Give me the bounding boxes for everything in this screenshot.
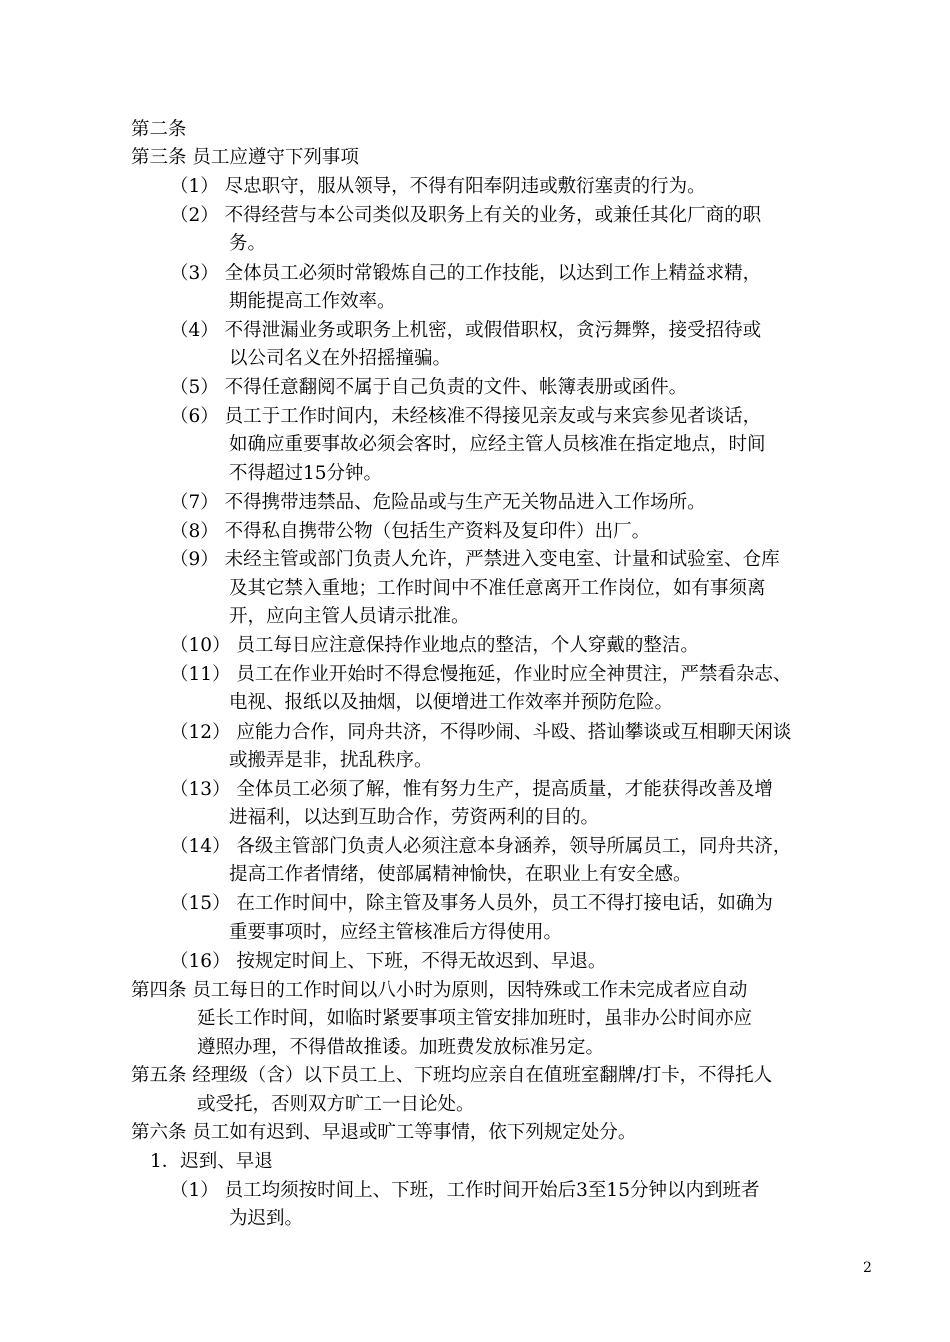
text-line: 第五条 经理级（含）以下员工上、下班均应亲自在值班室翻牌/打卡，不得托人 xyxy=(131,1065,773,1086)
text-line: （13） 全体员工必须了解，惟有努力生产，提高质量，才能获得改善及增 xyxy=(170,779,773,800)
page-number: 2 xyxy=(863,1260,872,1276)
text-line: （12） 应能力合作，同舟共济，不得吵闹、斗殴、搭讪攀谈或互相聊天闲谈 xyxy=(170,722,792,743)
text-line: （14） 各级主管部门负责人必须注意本身涵养，领导所属员工，同舟共济， xyxy=(170,836,792,857)
text-line: 为迟到。 xyxy=(229,1208,304,1229)
text-line: （1） 尽忠职守，服从领导，不得有阳奉阴违或敷衍塞责的行为。 xyxy=(170,176,706,197)
text-line: （3） 全体员工必须时常锻炼自己的工作技能，以达到工作上精益求精， xyxy=(170,263,762,284)
text-line: 第二条 xyxy=(131,119,187,140)
text-line: （5） 不得任意翻阅不属于自己负责的文件、帐簿表册或函件。 xyxy=(170,377,688,398)
text-line: 不得超过15分钟。 xyxy=(229,463,383,484)
text-line: 第六条 员工如有迟到、早退或旷工等事情，依下列规定处分。 xyxy=(131,1122,637,1143)
text-line: 重要事项时，应经主管核准后方得使用。 xyxy=(229,922,563,943)
text-line: 1．迟到、早退 xyxy=(150,1151,273,1172)
text-line: 或搬弄是非，扰乱秩序。 xyxy=(229,750,433,771)
text-line: （8） 不得私自携带公物（包括生产资料及复印件）出厂。 xyxy=(170,521,651,542)
text-line: 如确应重要事故必须会客时，应经主管人员核准在指定地点，时间 xyxy=(229,434,766,455)
text-line: 延长工作时间，如临时紧要事项主管安排加班时，虽非办公时间亦应 xyxy=(197,1008,753,1029)
text-line: 及其它禁入重地；工作时间中不准任意离开工作岗位，如有事须离 xyxy=(229,578,766,599)
text-line: 或受托，否则双方旷工一日论处。 xyxy=(197,1094,475,1115)
text-line: 期能提高工作效率。 xyxy=(229,291,396,312)
text-line: 务。 xyxy=(229,233,267,254)
text-line: 第四条 员工每日的工作时间以八小时为原则，因特殊或工作未完成者应自动 xyxy=(131,980,748,1001)
text-line: （15） 在工作时间中，除主管及事务人员外，员工不得打接电话，如确为 xyxy=(170,893,773,914)
text-line: 提高工作者情绪，使部属精神愉快，在职业上有安全感。 xyxy=(229,864,692,885)
text-line: 开，应向主管人员请示批准。 xyxy=(229,606,470,627)
text-line: 进福利，以达到互助合作，劳资两利的目的。 xyxy=(229,807,600,828)
text-line: （16） 按规定时间上、下班，不得无故迟到、早退。 xyxy=(170,951,607,972)
text-line: （9） 未经主管或部门负责人允许，严禁进入变电室、计量和试验室、仓库 xyxy=(170,549,780,570)
text-line: 遵照办理，不得借故推诿。加班费发放标准另定。 xyxy=(197,1037,605,1058)
text-line: 电视、报纸以及抽烟，以便增进工作效率并预防危险。 xyxy=(229,692,674,713)
text-line: （7） 不得携带违禁品、危险品或与生产无关物品进入工作场所。 xyxy=(170,492,706,513)
text-line: （2） 不得经营与本公司类似及职务上有关的业务，或兼任其化厂商的职 xyxy=(170,205,762,226)
text-line: （11） 员工在作业开始时不得怠慢拖延，作业时应全神贯注，严禁看杂志、 xyxy=(170,664,792,685)
text-line: 第三条 员工应遵守下列事项 xyxy=(131,147,359,168)
text-line: （6） 员工于工作时间内，未经核准不得接见亲友或与来宾参见者谈话， xyxy=(170,406,762,427)
text-line: （4） 不得泄漏业务或职务上机密，或假借职权，贪污舞弊，接受招待或 xyxy=(170,320,762,341)
text-line: 以公司名义在外招摇撞骗。 xyxy=(229,348,452,369)
text-line: （1） 员工均须按时间上、下班，工作时间开始后3至15分钟以内到班者 xyxy=(170,1180,760,1201)
text-line: （10） 员工每日应注意保持作业地点的整洁，个人穿戴的整洁。 xyxy=(170,635,699,656)
